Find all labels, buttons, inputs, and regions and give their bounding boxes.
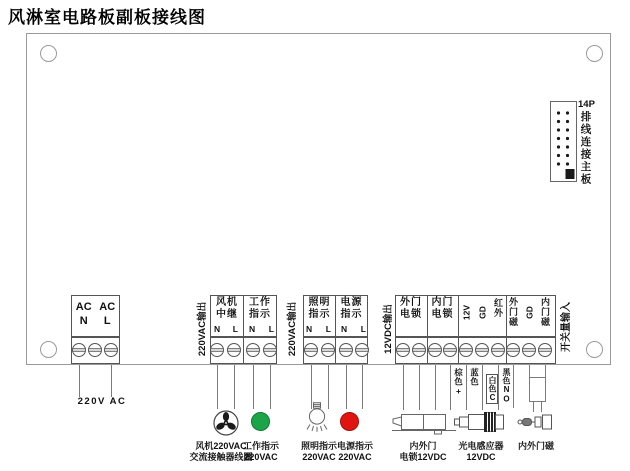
door-magnet-icon	[517, 412, 553, 432]
label-outer-door-magnet: 外门磁	[508, 297, 518, 327]
terminal-ac-labels	[72, 300, 119, 328]
caption-work-indicator: 工作指示 220VAC	[242, 441, 279, 462]
screw-terminal	[263, 343, 277, 357]
screw-terminal	[506, 343, 520, 357]
fan-icon	[213, 410, 239, 436]
wire	[541, 402, 542, 412]
label-inner-door-magnet: 内门磁	[540, 297, 550, 327]
wire	[403, 365, 404, 410]
screw-terminal	[246, 343, 260, 357]
group-label-220vac-out-1: 220VAC输出	[197, 301, 208, 357]
bulb-icon	[306, 402, 328, 432]
screw-terminal	[321, 343, 335, 357]
label-work-indicator: 工作 指示	[249, 297, 271, 320]
wire-label-brown: 棕色+	[453, 368, 464, 397]
screw-terminal	[412, 343, 426, 357]
label-fan-relay-nl: N L	[214, 324, 238, 334]
label-power-indicator-nl: N L	[341, 324, 366, 334]
wire	[450, 365, 451, 410]
screw-terminal	[210, 343, 224, 357]
green-indicator-icon	[251, 412, 270, 431]
door-lock-icon	[392, 410, 456, 435]
wire	[419, 365, 420, 410]
caption-door-lock: 内外门 电锁12VDC	[399, 441, 447, 462]
group-label-12vdc-out: 12VDC输出	[383, 304, 394, 354]
wire	[482, 365, 483, 410]
screw-terminal	[443, 343, 457, 357]
wire	[328, 365, 329, 409]
label-work-indicator-nl: N L	[249, 324, 274, 334]
wire-label-black: 黑色NO	[502, 368, 511, 404]
terminal-ac-l-label: AC L	[99, 301, 116, 327]
mounting-hole-bottom-right	[586, 341, 603, 358]
screw-terminal	[522, 343, 536, 357]
screw-terminal	[459, 343, 473, 357]
screw-terminal	[88, 343, 102, 357]
red-indicator-icon	[340, 412, 359, 431]
wire-label-blue: 蓝色	[469, 368, 480, 386]
wire	[513, 365, 514, 408]
mounting-hole-top-right	[586, 45, 603, 62]
screw-terminal	[491, 343, 505, 357]
screw-terminal	[396, 343, 410, 357]
screw-terminal	[475, 343, 489, 357]
screw-terminal	[304, 343, 318, 357]
caption-door-magnet: 内外门磁	[517, 441, 554, 451]
wire	[435, 365, 436, 410]
label-light-indicator: 照明 指示	[308, 297, 331, 320]
group-label-220vac-out-2: 220VAC输出	[287, 301, 298, 357]
wire	[111, 365, 112, 397]
caption-mains: 220V AC	[77, 396, 127, 407]
wire-label-white: 白色C	[488, 376, 497, 403]
label-12v: 12V	[461, 304, 472, 321]
wire	[79, 365, 80, 397]
connector-14p-pins-icon	[551, 102, 576, 181]
photo-sensor-icon	[454, 410, 506, 434]
label-fan-relay: 风机 中继	[216, 297, 238, 320]
screw-terminal	[104, 343, 118, 357]
wire	[545, 365, 546, 377]
label-outer-door-lock: 外门 电锁	[400, 297, 422, 320]
wire	[498, 365, 499, 410]
group-label-switch-input: 开关量输入	[561, 302, 572, 352]
connector-14p-label-top: 14P	[578, 99, 595, 110]
wire	[234, 365, 235, 409]
mounting-hole-bottom-left	[40, 341, 57, 358]
page-title: 风淋室电路板副板接线图	[8, 8, 206, 27]
label-light-indicator-nl: N L	[306, 324, 331, 334]
terminal-ac-n-label: AC N	[75, 301, 92, 327]
label-gd-2: GD	[524, 306, 535, 319]
divider	[458, 295, 459, 364]
wire-label-white-box	[486, 374, 498, 404]
label-gd-1: GD	[477, 306, 488, 319]
connector-14p-label-side: 排线连接主板	[579, 111, 592, 186]
wire	[253, 365, 254, 409]
wire	[362, 365, 363, 409]
label-inner-door-lock: 内门 电锁	[431, 297, 454, 320]
label-power-indicator: 电源 指示	[340, 297, 363, 320]
screw-terminal	[339, 343, 353, 357]
screw-terminal	[428, 343, 442, 357]
wire-loop	[529, 377, 546, 402]
screw-terminal	[72, 343, 86, 357]
caption-light-indicator: 照明指示 220VAC	[300, 441, 337, 462]
wire	[346, 365, 347, 409]
wire	[270, 365, 271, 409]
screw-terminal	[538, 343, 552, 357]
screw-terminal	[355, 343, 369, 357]
label-infrared: 红外	[493, 298, 503, 318]
wire	[217, 365, 218, 409]
caption-fan: 风机220VAC 交流接触器线圈	[189, 441, 253, 462]
screw-terminal	[227, 343, 241, 357]
wire	[533, 402, 534, 412]
wire	[466, 365, 467, 410]
connector-14p	[550, 101, 577, 182]
caption-power-indicator: 电源指示 220VAC	[336, 441, 373, 462]
wire	[529, 365, 530, 377]
mounting-hole-top-left	[40, 45, 57, 62]
caption-photo-sensor: 光电感应器 12VDC	[458, 441, 504, 462]
